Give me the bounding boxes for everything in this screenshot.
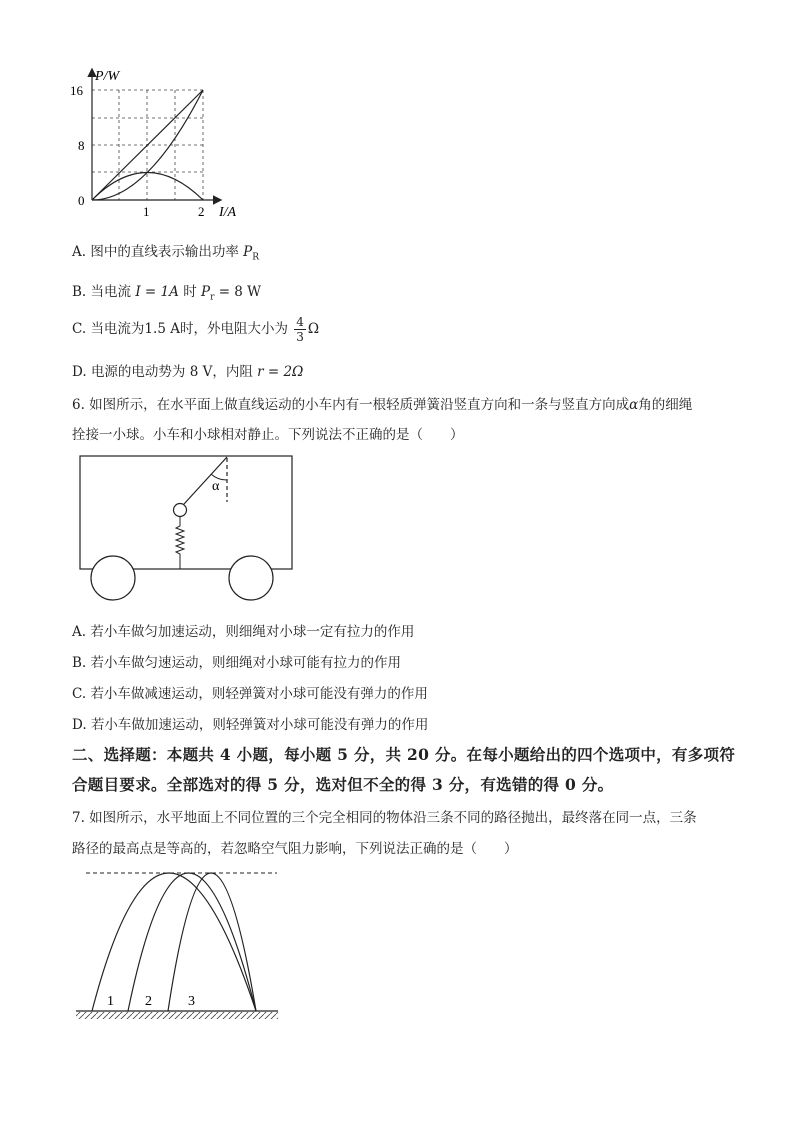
- path-2-label: 2: [145, 994, 152, 1009]
- section2-heading-line2: 合题目要求。全部选对的得 5 分，选对但不全的得 3 分，有选错的得 0 分。: [72, 775, 614, 794]
- straight-line-curve: [92, 90, 203, 200]
- q6-option-d[interactable]: D. 若小车做加速运动，则轻弹簧对小球可能没有弹力的作用: [72, 717, 429, 733]
- alpha-label: α: [212, 479, 220, 494]
- q6-option-c[interactable]: C. 若小车做减速运动，则轻弹簧对小球可能没有弹力的作用: [72, 686, 428, 702]
- power-current-graph: [70, 62, 260, 222]
- left-wheel: [91, 556, 135, 600]
- section2-heading-line1: 二、选择题：本题共 4 小题，每小题 5 分，共 20 分。在每小题给出的四个选项中，有多项符: [72, 745, 736, 764]
- q7-stem-line1: 7. 如图所示，水平地面上不同位置的三个完全相同的物体沿三条不同的路径抛出，最终落在同一点，三条: [72, 810, 697, 826]
- path-2: [128, 873, 256, 1011]
- y-axis-label: P/W: [95, 69, 120, 84]
- q7-stem-line2: 路径的最高点是等高的，若忽略空气阻力影响，下列说法正确的是（ ）: [72, 841, 518, 857]
- spring: [176, 517, 184, 569]
- ground-hatch: [76, 1012, 278, 1019]
- fraction: $\frac{4}{3}$: [296, 315, 304, 344]
- q6-stem-line1: 6. 如图所示，在水平面上做直线运动的小车内有一根轻质弹簧沿竖直方向和一条与竖直方向成α角的细绳: [72, 397, 693, 413]
- path-3: [168, 873, 256, 1011]
- path-1: [92, 873, 256, 1011]
- q5-option-a[interactable]: A. 图中的直线表示输出功率 $P_R$: [72, 244, 260, 263]
- y-tick-8: 8: [78, 138, 85, 153]
- q5-option-d[interactable]: D. 电源的电动势为 8 V，内阻 r = 2Ω: [72, 364, 304, 380]
- projectile-paths-figure: [72, 864, 284, 1024]
- x-tick-1: 1: [143, 204, 150, 219]
- q5-option-b[interactable]: B. 当电流 I = 1A 时 $P_r = 8$ W: [72, 284, 262, 303]
- path-3-label: 3: [188, 994, 195, 1009]
- right-wheel: [229, 556, 273, 600]
- parabola-down-curve: [92, 173, 203, 201]
- path-1-label: 1: [107, 994, 114, 1009]
- cart-spring-figure: [74, 450, 304, 610]
- q6-option-b[interactable]: B. 若小车做匀速运动，则细绳对小球可能有拉力的作用: [72, 655, 402, 671]
- ball: [174, 504, 187, 517]
- y-tick-16: 16: [70, 83, 83, 98]
- string: [184, 457, 227, 504]
- q5-option-c[interactable]: C. 当电流为1.5 A时，外电阻大小为 $\frac{4}{3}$ Ω: [72, 315, 320, 344]
- x-tick-2: 2: [198, 204, 205, 219]
- x-axis-label: I/A: [219, 205, 237, 220]
- y-tick-0: 0: [78, 193, 85, 208]
- q6-stem-line2: 拴接一小球。小车和小球相对静止。下列说法不正确的是（ ）: [72, 427, 464, 443]
- q6-option-a[interactable]: A. 若小车做匀加速运动，则细绳对小球一定有拉力的作用: [72, 624, 415, 640]
